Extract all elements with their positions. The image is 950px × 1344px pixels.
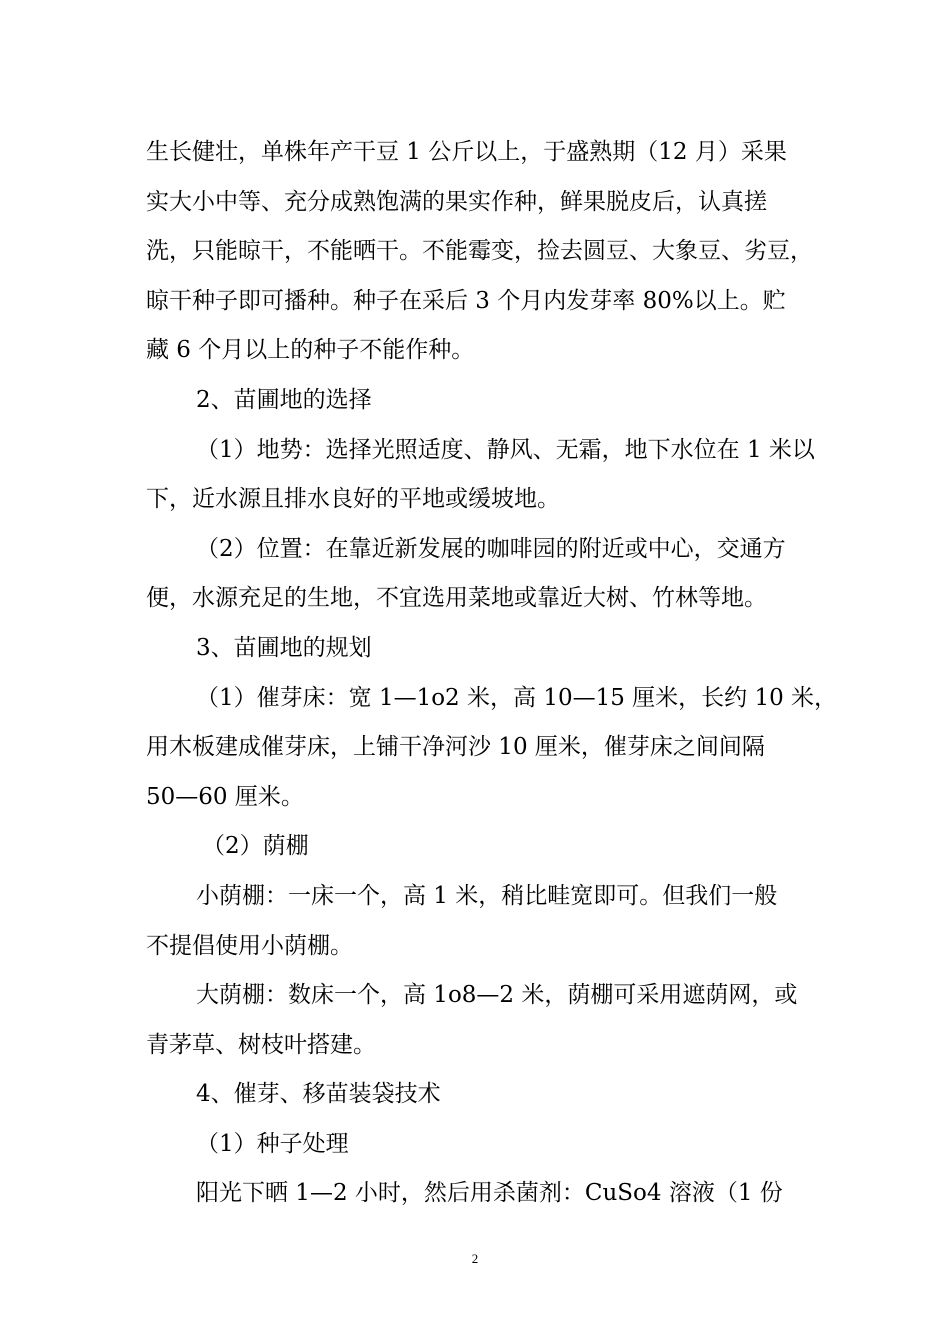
section-heading: 2、苗圃地的选择	[196, 386, 372, 413]
text-line: 晾干种子即可播种。种子在采后 3 个月内发芽率 80%以上。贮	[146, 287, 786, 314]
text-line: 生长健壮，单株年产干豆 1 公斤以上，于盛熟期（12 月）采果	[146, 139, 787, 165]
text-line: 便，水源充足的生地，不宜选用菜地或靠近大树、竹林等地。	[146, 585, 767, 612]
text-line: 用木板建成催芽床，上铺干净河沙 10 厘米，催芽床之间间隔	[146, 734, 765, 761]
text-line: 阳光下晒 1—2 小时，然后用杀菌剂：CuSo4 溶液（1 份	[196, 1180, 783, 1207]
text-line: （1）催芽床：宽 1—1o2 米，高 10—15 厘米，长约 10 米，	[196, 684, 838, 711]
subsection-heading: （2）荫棚	[202, 833, 309, 860]
text-line: 50—60 厘米。	[146, 783, 304, 810]
page-number: 2	[471, 1251, 479, 1266]
text-line: 实大小中等、充分成熟饱满的果实作种，鲜果脱皮后，认真搓	[146, 188, 767, 215]
text-line: 藏 6 个月以上的种子不能作种。	[146, 337, 475, 364]
body-text	[146, 128, 838, 1219]
section-heading: 4、催芽、移苗装袋技术	[196, 1081, 441, 1108]
text-line: 下，近水源且排水良好的平地或缓坡地。	[146, 486, 560, 513]
text-line: 小荫棚：一床一个，高 1 米，稍比畦宽即可。但我们一般	[196, 882, 778, 909]
subsection-heading: （1）种子处理	[196, 1130, 349, 1157]
text-line: 大荫棚：数床一个，高 1o8—2 米，荫棚可采用遮荫网，或	[196, 982, 798, 1009]
text-line: 洗，只能晾干，不能晒干。不能霉变，捡去圆豆、大象豆、劣豆，	[146, 238, 813, 265]
text-line: （1）地势：选择光照适度、静风、无霜，地下水位在 1 米以	[196, 436, 815, 463]
text-line: 不提倡使用小荫棚。	[146, 932, 353, 959]
section-heading: 3、苗圃地的规划	[196, 634, 372, 661]
text-line: （2）位置：在靠近新发展的咖啡园的附近或中心，交通方	[196, 535, 786, 562]
text-line: 青茅草、树枝叶搭建。	[146, 1031, 376, 1058]
